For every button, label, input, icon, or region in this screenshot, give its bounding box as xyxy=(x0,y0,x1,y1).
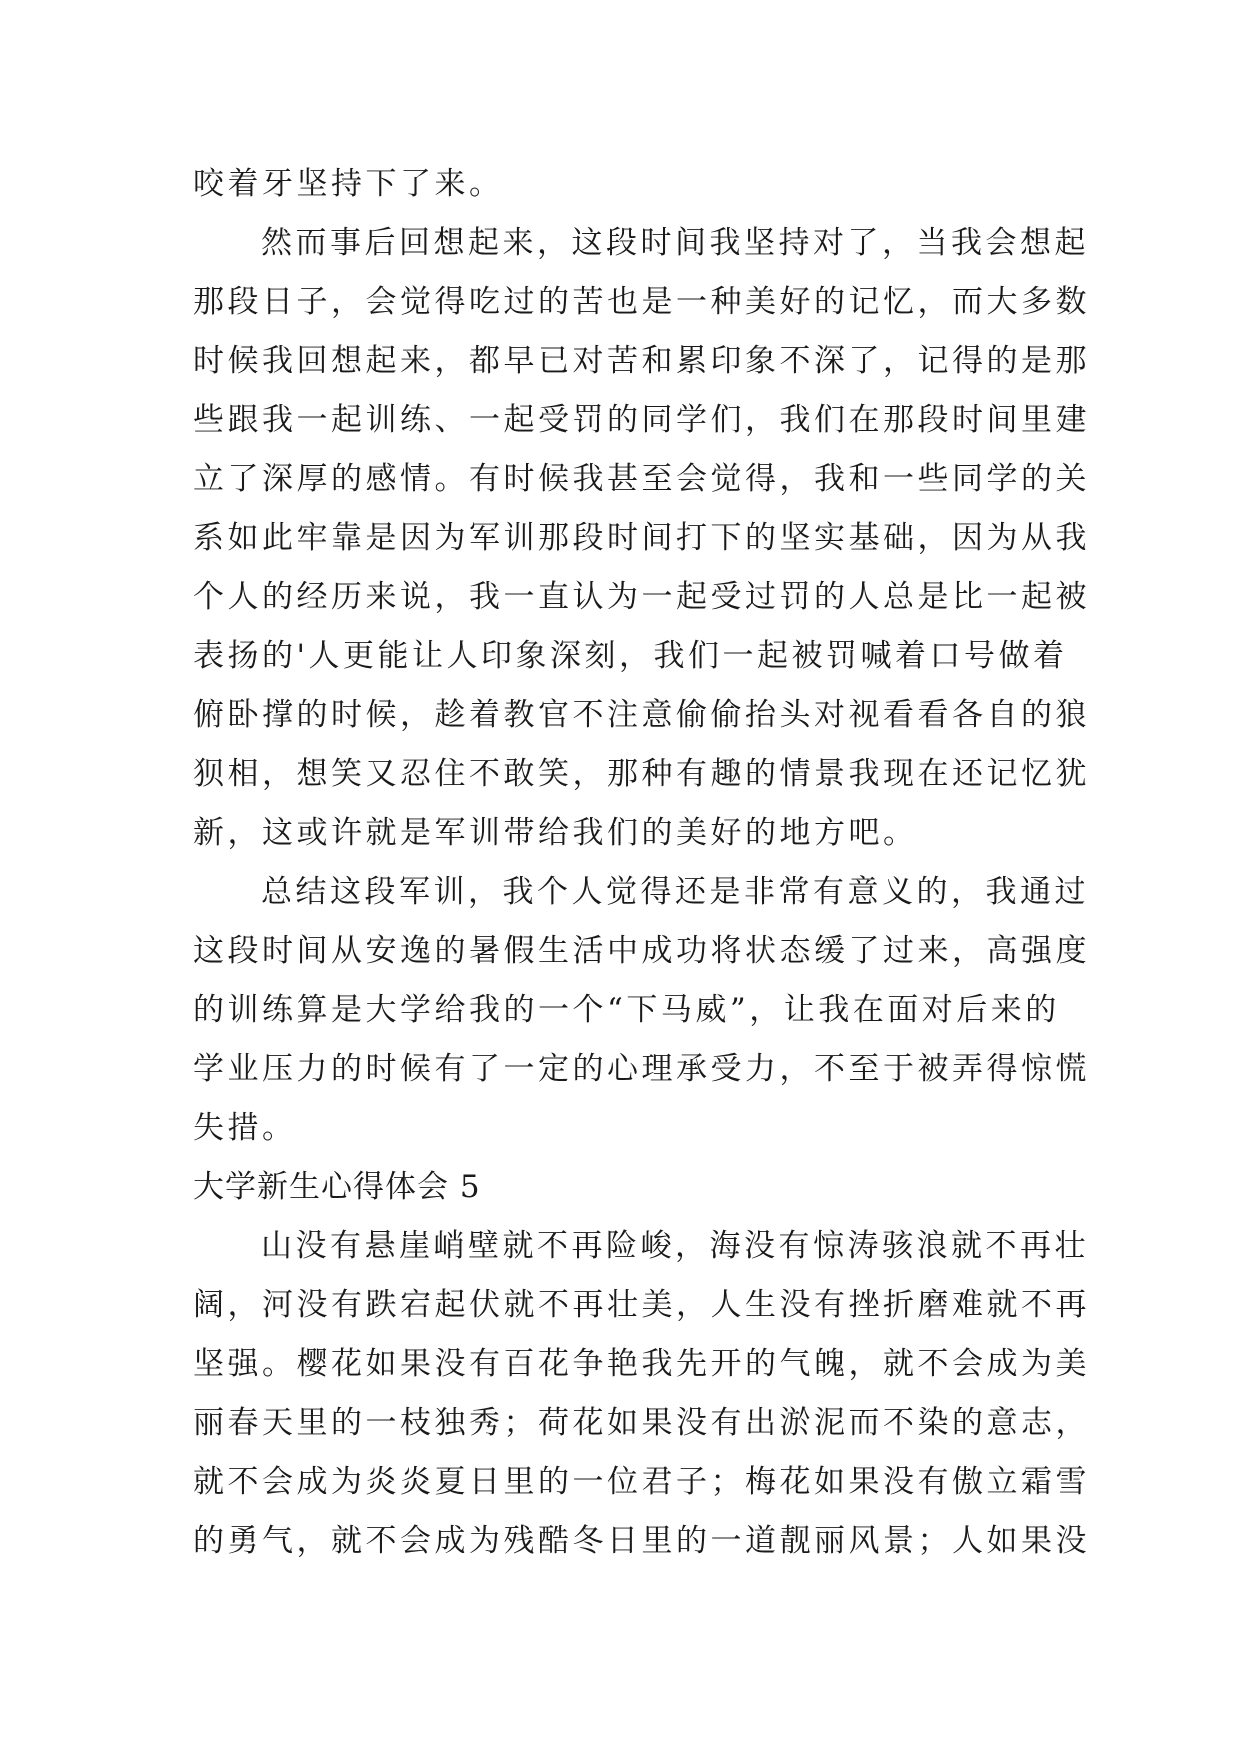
text-line: 时候我回想起来，都早已对苦和累印象不深了，记得的是那 xyxy=(193,343,1090,379)
paragraph xyxy=(193,214,1090,863)
text-line: 咬着牙坚持下了来。 xyxy=(193,166,504,202)
text-line: 这段时间从安逸的暑假生活中成功将状态缓了过来，高强度 xyxy=(193,933,1090,969)
text-line: 总结这段军训，我个人觉得还是非常有意义的，我通过 xyxy=(261,874,1089,910)
text-line: 的勇气，就不会成为残酷冬日里的一道靓丽风景；人如果没 xyxy=(193,1523,1090,1559)
text-line: 就不会成为炎炎夏日里的一位君子；梅花如果没有傲立霜雪 xyxy=(193,1464,1090,1500)
text-line: 表扬的'人更能让人印象深刻，我们一起被罚喊着口号做着 xyxy=(193,638,1068,674)
text-line: 些跟我一起训练、一起受罚的同学们，我们在那段时间里建 xyxy=(193,402,1090,438)
text-line: 学业压力的时候有了一定的心理承受力，不至于被弄得惊慌 xyxy=(193,1051,1090,1087)
section-heading: 大学新生心得体会 5 xyxy=(193,1169,481,1205)
paragraph xyxy=(193,863,1090,1158)
text-line: 狈相，想笑又忍住不敢笑，那种有趣的情景我现在还记忆犹 xyxy=(193,756,1090,792)
paragraph xyxy=(193,1217,1090,1571)
text-line: 坚强。樱花如果没有百花争艳我先开的气魄，就不会成为美 xyxy=(193,1346,1090,1382)
text-line: 新，这或许就是军训带给我们的美好的地方吧。 xyxy=(193,815,918,851)
text-line: 失措。 xyxy=(193,1110,297,1146)
text-line: 那段日子，会觉得吃过的苦也是一种美好的记忆，而大多数 xyxy=(193,284,1090,320)
text-line: 丽春天里的一枝独秀；荷花如果没有出淤泥而不染的意志， xyxy=(193,1405,1090,1441)
text-line: 立了深厚的感情。有时候我甚至会觉得，我和一些同学的关 xyxy=(193,461,1090,497)
text-line: 阔，河没有跌宕起伏就不再壮美，人生没有挫折磨难就不再 xyxy=(193,1287,1090,1323)
document-body xyxy=(193,155,1090,1571)
text-line: 的训练算是大学给我的一个“下马威”，让我在面对后来的 xyxy=(193,992,1060,1028)
text-line: 山没有悬崖峭壁就不再险峻，海没有惊涛骇浪就不再壮 xyxy=(261,1228,1089,1264)
text-line: 个人的经历来说，我一直认为一起受过罚的人总是比一起被 xyxy=(193,579,1090,615)
text-line: 然而事后回想起来，这段时间我坚持对了，当我会想起 xyxy=(261,225,1089,261)
paragraph xyxy=(193,155,1063,214)
text-line: 系如此牢靠是因为军训那段时间打下的坚实基础，因为从我 xyxy=(193,520,1090,556)
text-line: 俯卧撑的时候，趁着教官不注意偷偷抬头对视看看各自的狼 xyxy=(193,697,1090,733)
